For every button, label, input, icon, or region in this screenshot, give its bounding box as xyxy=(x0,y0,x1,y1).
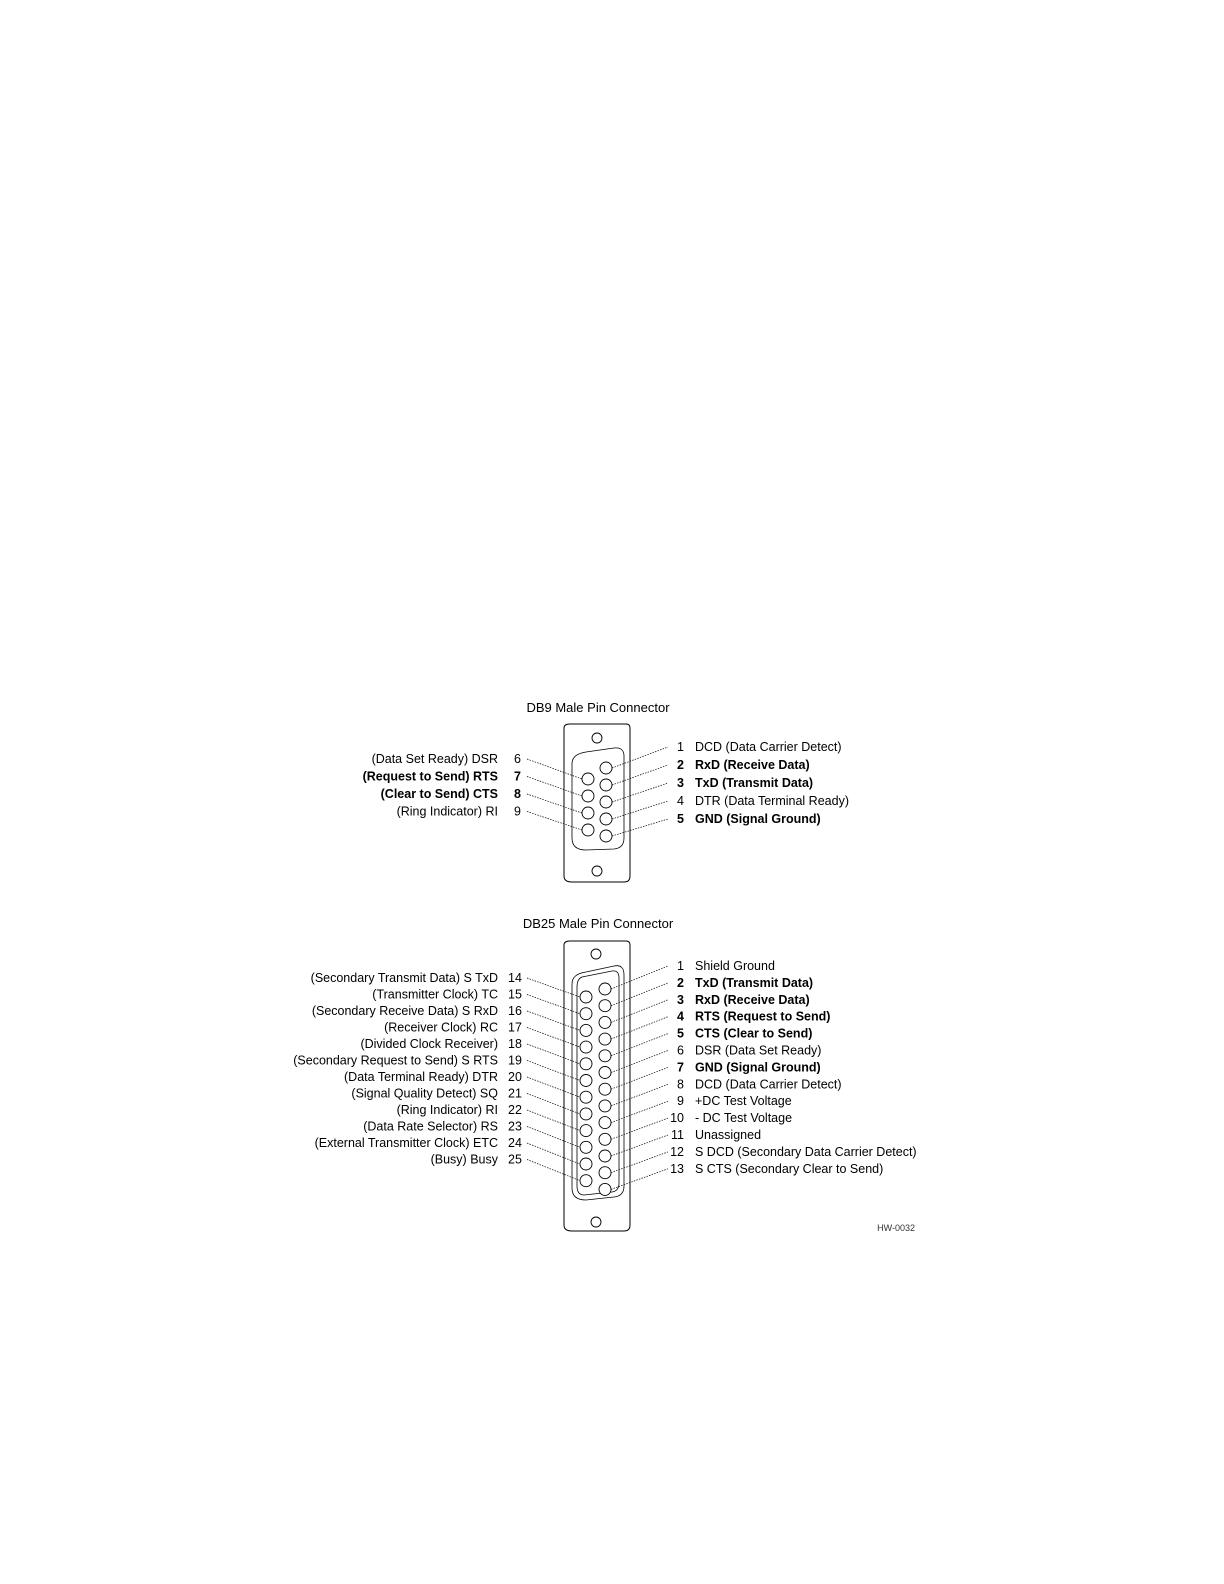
db25-pin-number-16: 16 xyxy=(508,1004,522,1018)
db25-pin-number-13: 13 xyxy=(670,1161,684,1176)
db9-pin-number-9: 9 xyxy=(514,804,521,819)
db25-pin-label-2: TxD (Transmit Data) xyxy=(695,975,814,990)
db25-pin-label-4: RTS (Request to Send) xyxy=(695,1009,831,1024)
db9-pin-2 xyxy=(600,779,612,791)
db25-pin-label-14: (Secondary Transmit Data) S TxD xyxy=(310,971,498,985)
db25-pin-number-1: 1 xyxy=(677,959,684,973)
db25-pin-label-8: DCD (Data Carrier Detect) xyxy=(695,1077,842,1092)
db25-pin-label-17: (Receiver Clock) RC xyxy=(384,1020,498,1035)
db9-pin-label-4: DTR (Data Terminal Ready) xyxy=(695,794,849,808)
db25-mounting-hole-top xyxy=(591,949,601,959)
db25-pin-label-7: GND (Signal Ground) xyxy=(695,1060,821,1075)
db25-pin-19 xyxy=(580,1075,592,1087)
db25-pin-5 xyxy=(599,1050,611,1062)
db25-pin-label-5: CTS (Clear to Send) xyxy=(695,1026,813,1041)
db25-mounting-hole-bottom xyxy=(591,1217,601,1227)
db9-pin-label-3: TxD (Transmit Data) xyxy=(695,776,814,790)
db25-pin-number-5: 5 xyxy=(677,1026,684,1041)
db25-pin-label-19: (Secondary Request to Send) S RTS xyxy=(293,1053,498,1068)
db25-pin-number-14: 14 xyxy=(508,971,522,985)
db9-pin-number-7: 7 xyxy=(514,769,521,784)
db9-pin-5 xyxy=(600,830,612,842)
db25-pin-number-4: 4 xyxy=(677,1009,684,1024)
db25-pin-number-8: 8 xyxy=(677,1077,684,1092)
db9-connector xyxy=(363,700,849,882)
db25-pin-label-23: (Data Rate Selector) RS xyxy=(363,1119,498,1134)
db25-pin-18 xyxy=(580,1058,592,1070)
db25-pin-22 xyxy=(580,1125,592,1137)
db25-pin-label-6: DSR (Data Set Ready) xyxy=(695,1043,822,1058)
db25-pin-number-19: 19 xyxy=(508,1053,522,1068)
db25-pin-6 xyxy=(599,1067,611,1079)
db9-pin-label-2: RxD (Receive Data) xyxy=(695,758,810,772)
db25-pin-number-9: 9 xyxy=(677,1094,684,1109)
db25-pin-10 xyxy=(599,1133,611,1145)
db9-shell xyxy=(564,724,630,882)
db9-pin-number-5: 5 xyxy=(677,812,684,826)
db25-pin-label-20: (Data Terminal Ready) DTR xyxy=(344,1070,498,1084)
db25-pin-15 xyxy=(580,1008,592,1020)
db25-pin-label-3: RxD (Receive Data) xyxy=(695,992,810,1007)
db25-pin-9 xyxy=(599,1117,611,1129)
db9-pin-number-3: 3 xyxy=(677,776,684,790)
db9-pin-label-5: GND (Signal Ground) xyxy=(695,812,821,826)
db25-pin-3 xyxy=(599,1016,611,1028)
db25-pin-13 xyxy=(599,1183,611,1195)
db9-pin-number-1: 1 xyxy=(677,740,684,754)
db25-pin-14 xyxy=(580,991,592,1003)
db25-pin-number-12: 12 xyxy=(670,1144,684,1159)
db25-pin-12 xyxy=(599,1167,611,1179)
db25-pin-number-20: 20 xyxy=(508,1070,522,1084)
db9-pin-number-2: 2 xyxy=(677,758,684,772)
db25-pin-number-7: 7 xyxy=(677,1060,684,1075)
db25-pin-2 xyxy=(599,1000,611,1012)
db25-pin-25 xyxy=(580,1175,592,1187)
db25-pin-8 xyxy=(599,1100,611,1112)
db25-pin-label-1: Shield Ground xyxy=(695,959,775,973)
db25-shell xyxy=(564,941,630,1231)
db25-pin-label-25: (Busy) Busy xyxy=(430,1152,498,1167)
db25-title: DB25 Male Pin Connector xyxy=(522,916,674,931)
db9-mounting-hole-bottom xyxy=(592,866,602,876)
db25-pin-1 xyxy=(599,983,611,995)
db25-pin-24 xyxy=(580,1158,592,1170)
db25-pin-label-12: S DCD (Secondary Data Carrier Detect) xyxy=(695,1144,917,1159)
db25-pin-label-21: (Signal Quality Detect) SQ xyxy=(351,1086,498,1101)
db25-pin-number-18: 18 xyxy=(508,1037,522,1051)
db9-mounting-hole-top xyxy=(592,733,602,743)
db9-pin-6 xyxy=(582,773,594,785)
db9-pin-label-9: (Ring Indicator) RI xyxy=(396,804,498,819)
db9-pin-number-6: 6 xyxy=(514,752,521,766)
db25-pin-number-25: 25 xyxy=(508,1152,522,1167)
db9-pin-number-4: 4 xyxy=(677,794,684,808)
db25-pin-label-18: (Divided Clock Receiver) xyxy=(360,1037,498,1051)
db25-pin-number-10: 10 xyxy=(670,1111,684,1126)
db25-pin-number-3: 3 xyxy=(677,992,684,1007)
db9-pin-3 xyxy=(600,796,612,808)
db25-pin-number-21: 21 xyxy=(508,1086,522,1101)
db25-pin-number-2: 2 xyxy=(677,975,684,990)
db9-pin-9 xyxy=(582,824,594,836)
db25-pin-number-11: 11 xyxy=(671,1128,684,1142)
db25-pin-number-17: 17 xyxy=(508,1020,522,1035)
db25-pin-label-13: S CTS (Secondary Clear to Send) xyxy=(695,1161,884,1176)
db9-pin-4 xyxy=(600,813,612,825)
db25-connector xyxy=(293,916,916,1233)
db25-pin-23 xyxy=(580,1141,592,1153)
db25-pin-number-23: 23 xyxy=(508,1119,522,1134)
db25-pin-17 xyxy=(580,1041,592,1053)
db25-pin-11 xyxy=(599,1150,611,1162)
db25-pin-label-15: (Transmitter Clock) TC xyxy=(372,987,498,1002)
db25-pin-label-24: (External Transmitter Clock) ETC xyxy=(314,1136,498,1150)
figure-code: HW-0032 xyxy=(877,1223,915,1233)
db9-pin-8 xyxy=(582,807,594,819)
db25-pin-16 xyxy=(580,1024,592,1036)
db25-pin-label-16: (Secondary Receive Data) S RxD xyxy=(311,1004,498,1018)
db25-pin-number-24: 24 xyxy=(508,1136,522,1150)
db25-pin-label-9: +DC Test Voltage xyxy=(695,1094,792,1109)
db9-pin-1 xyxy=(600,762,612,774)
db9-pin-label-8: (Clear to Send) CTS xyxy=(380,787,498,801)
db25-pin-label-10: - DC Test Voltage xyxy=(695,1111,793,1126)
db25-pin-7 xyxy=(599,1083,611,1095)
db25-pin-label-22: (Ring Indicator) RI xyxy=(396,1103,498,1117)
db9-pin-label-7: (Request to Send) RTS xyxy=(362,769,498,784)
db9-pin-label-6: (Data Set Ready) DSR xyxy=(371,752,498,766)
db9-pin-7 xyxy=(582,790,594,802)
db25-pin-21 xyxy=(580,1108,592,1120)
db25-pin-number-22: 22 xyxy=(508,1103,522,1117)
db25-pin-number-6: 6 xyxy=(677,1043,684,1058)
db25-pin-label-11: Unassigned xyxy=(695,1128,762,1142)
db9-pin-number-8: 8 xyxy=(514,787,521,801)
db25-pin-number-15: 15 xyxy=(508,987,522,1002)
db9-title: DB9 Male Pin Connector xyxy=(526,700,670,715)
db9-pin-label-1: DCD (Data Carrier Detect) xyxy=(695,740,842,754)
db25-pin-20 xyxy=(580,1091,592,1103)
db25-pin-4 xyxy=(599,1033,611,1045)
